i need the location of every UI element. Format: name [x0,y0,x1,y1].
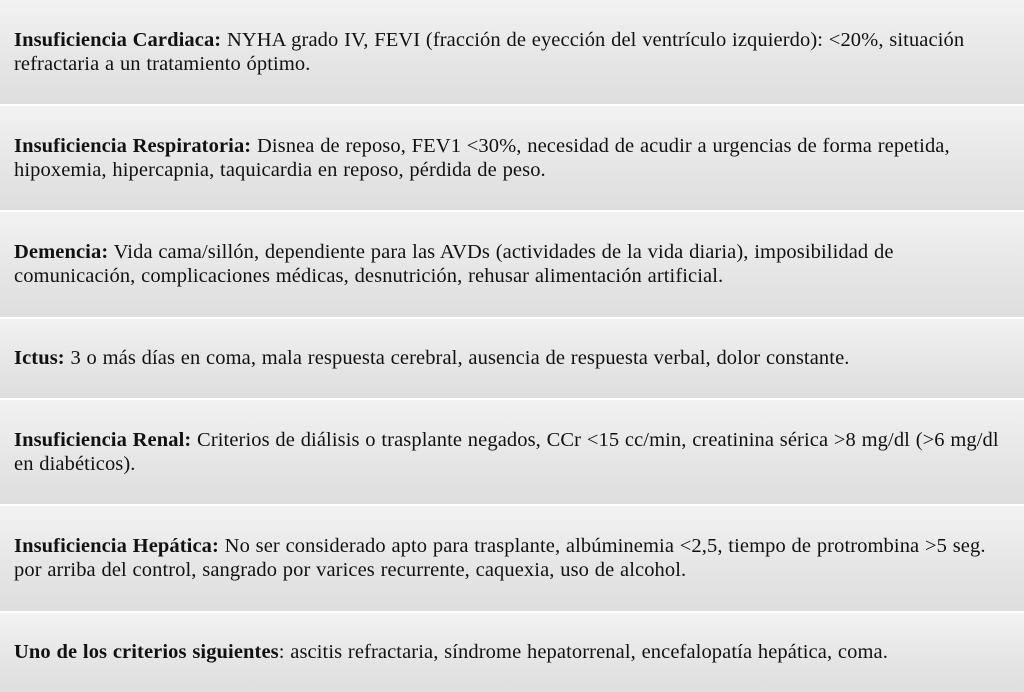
row-lead: Insuficiencia Cardiaca: [14,28,222,51]
row-text [14,640,888,665]
table-row [0,106,1024,212]
row-text [14,428,1010,477]
table-row [0,0,1024,106]
row-text [14,28,1010,77]
row-lead: Ictus: [14,347,65,370]
row-body: 3 o más días en coma, mala respuesta cerebral, ausencia de respuesta verbal, dolor constante. [64,347,850,370]
table-row [0,506,1024,612]
row-body: NYHA grado IV, FEVI (fracción de eyección del ventrículo izquierdo): <20%, situación refractaria a un tratamiento óptimo. [14,28,965,76]
table-row [0,212,1024,318]
row-lead: Insuficiencia Respiratoria: [14,134,252,157]
row-lead: Insuficiencia Renal: [14,428,192,451]
row-lead: Uno de los criterios siguientes [14,641,279,664]
row-lead: Insuficiencia Hepática: [14,534,219,557]
row-body: : ascitis refractaria, síndrome hepatorrenal, encefalopatía hepática, coma. [278,641,888,664]
row-body: Disnea de reposo, FEV1 <30%, necesidad de acudir a urgencias de forma repetida, hipoxemia, hipercapnia, taquicardia en reposo, pérdida de peso. [14,134,950,182]
row-body: No ser considerado apto para trasplante, albúminemia <2,5, tiempo de protrombina >5 seg. por arriba del control, sangrado por varices recurrente, caquexia, uso de alcohol. [14,534,986,582]
row-body: Criterios de diálisis o trasplante negados, CCr <15 cc/min, creatinina sérica >8 mg/dl (>6 mg/dl en diabéticos). [14,428,999,476]
row-text [14,134,1010,183]
table-row [0,319,1024,401]
table-row [0,400,1024,506]
row-text [14,346,850,371]
row-body: Vida cama/sillón, dependiente para las AVDs (actividades de la vida diaria), imposibilidad de comunicación, complicaciones médicas, desnutrición, rehusar alimentación artificial. [14,240,894,288]
row-text [14,534,1010,583]
row-text [14,240,1010,289]
table-row [0,613,1024,692]
row-lead: Demencia: [14,240,109,263]
